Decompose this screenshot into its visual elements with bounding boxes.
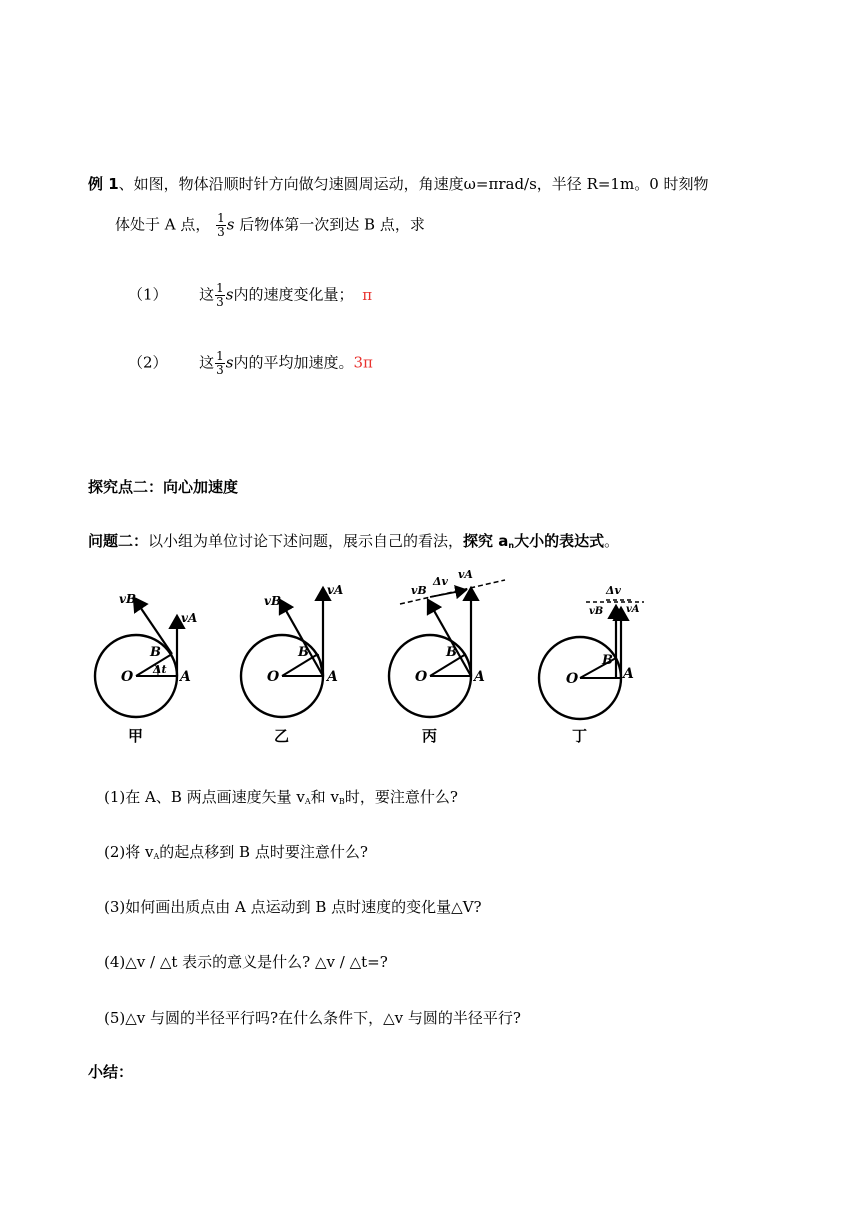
ding-vb-label: vB [589, 606, 604, 617]
jia-va-label: vA [181, 611, 198, 625]
q2-number: （2） [128, 353, 168, 372]
diagram-jia [95, 592, 197, 745]
jia-dt-label: Δt [153, 663, 167, 676]
example-q2: （2） 这 $\frac{1}{3}$ s内的平均加速度。3π [128, 349, 373, 377]
diagram-figure [0, 570, 860, 760]
problem-emphasis: 探究 $a_n$大小的表达式 [463, 532, 605, 550]
example-line2 [115, 212, 425, 239]
q1-prefix: 这 [199, 285, 215, 304]
bing-a-label: A [474, 669, 485, 685]
example-text-line1: 、如图，物体沿顺时针方向做匀速圆周运动，角速度ω=πrad/s，半径 R=1m。0 时刻物 [118, 175, 709, 193]
question-2: (2)将 $v_A$的起点移到 B 点时要注意什么? [104, 843, 368, 861]
yi-b-label: B [298, 645, 309, 660]
example-label: 例 1 [88, 175, 119, 193]
bing-o-label: O [415, 669, 428, 685]
example-q1: （1） 这 $\frac{1}{3}$ s内的速度变化量； π [128, 281, 373, 309]
q1-suffix: 内的速度变化量； [233, 285, 354, 304]
problem-label: 问题二： [88, 532, 149, 550]
question-4: (4)△v / △t 表示的意义是什么? △v / △t=? [104, 953, 388, 971]
question-3: (3)如何画出质点由 A 点运动到 B 点时速度的变化量△V? [104, 898, 482, 916]
problem-text: 以小组为单位讨论下述问题，展示自己的看法， [148, 532, 464, 550]
q1-answer: π [362, 285, 373, 304]
q2-fraction: $\frac{1}{3}$ [216, 349, 224, 377]
jia-vb-label: vB [119, 592, 137, 606]
yi-a-label: A [327, 669, 338, 685]
bing-vb-label: vB [411, 584, 427, 597]
bing-va-label: vA [458, 570, 473, 581]
fraction-unit: s [226, 215, 235, 234]
ding-va-label: vA [626, 604, 640, 615]
ding-dv-label: Δv [606, 584, 621, 597]
q1-number: （1） [128, 285, 168, 304]
diagram-ding [539, 584, 644, 745]
question-1: (1)在 A、B 两点画速度矢量 $v_A$和 $v_B$时，要注意什么? [104, 788, 458, 806]
q2-suffix: 内的平均加速度。 [233, 353, 354, 372]
question-5: (5)△v 与圆的半径平行吗?在什么条件下，△v 与圆的半径平行? [104, 1009, 521, 1027]
diagram-yi [241, 583, 343, 745]
bing-b-label: B [446, 645, 457, 660]
caption-bing: 丙 [422, 727, 438, 745]
section-title: 探究点二：向心加速度 [88, 478, 239, 496]
jia-a-label: A [180, 669, 191, 685]
yi-va-label: vA [327, 583, 344, 597]
caption-jia: 甲 [128, 727, 144, 745]
caption-yi: 乙 [274, 727, 290, 745]
q2-prefix: 这 [199, 353, 215, 372]
example-line2-prefix: 体处于 A 点， [115, 215, 211, 234]
problem-two: 问题二：以小组为单位讨论下述问题，展示自己的看法，探究 $a_n$大小的表达式。 [88, 532, 620, 550]
yi-vb-label: vB [264, 594, 282, 608]
ding-a-label: A [623, 666, 634, 682]
example-line1 [88, 173, 709, 194]
q2-answer: 3π [353, 353, 373, 372]
bing-dv-label: Δv [433, 575, 448, 588]
time-fraction: $\frac{1}{3}$ [217, 211, 225, 239]
diagram-bing [389, 570, 505, 745]
example-line2-suffix: 后物体第一次到达 B 点，求 [239, 215, 425, 234]
caption-ding: 丁 [572, 727, 588, 745]
summary-label: 小结： [88, 1063, 134, 1081]
yi-o-label: O [267, 669, 280, 685]
q1-fraction: $\frac{1}{3}$ [216, 281, 224, 309]
ding-b-label: B [602, 653, 613, 668]
jia-b-label: B [150, 645, 161, 660]
jia-o-label: O [121, 669, 134, 685]
ding-o-label: O [566, 671, 579, 687]
